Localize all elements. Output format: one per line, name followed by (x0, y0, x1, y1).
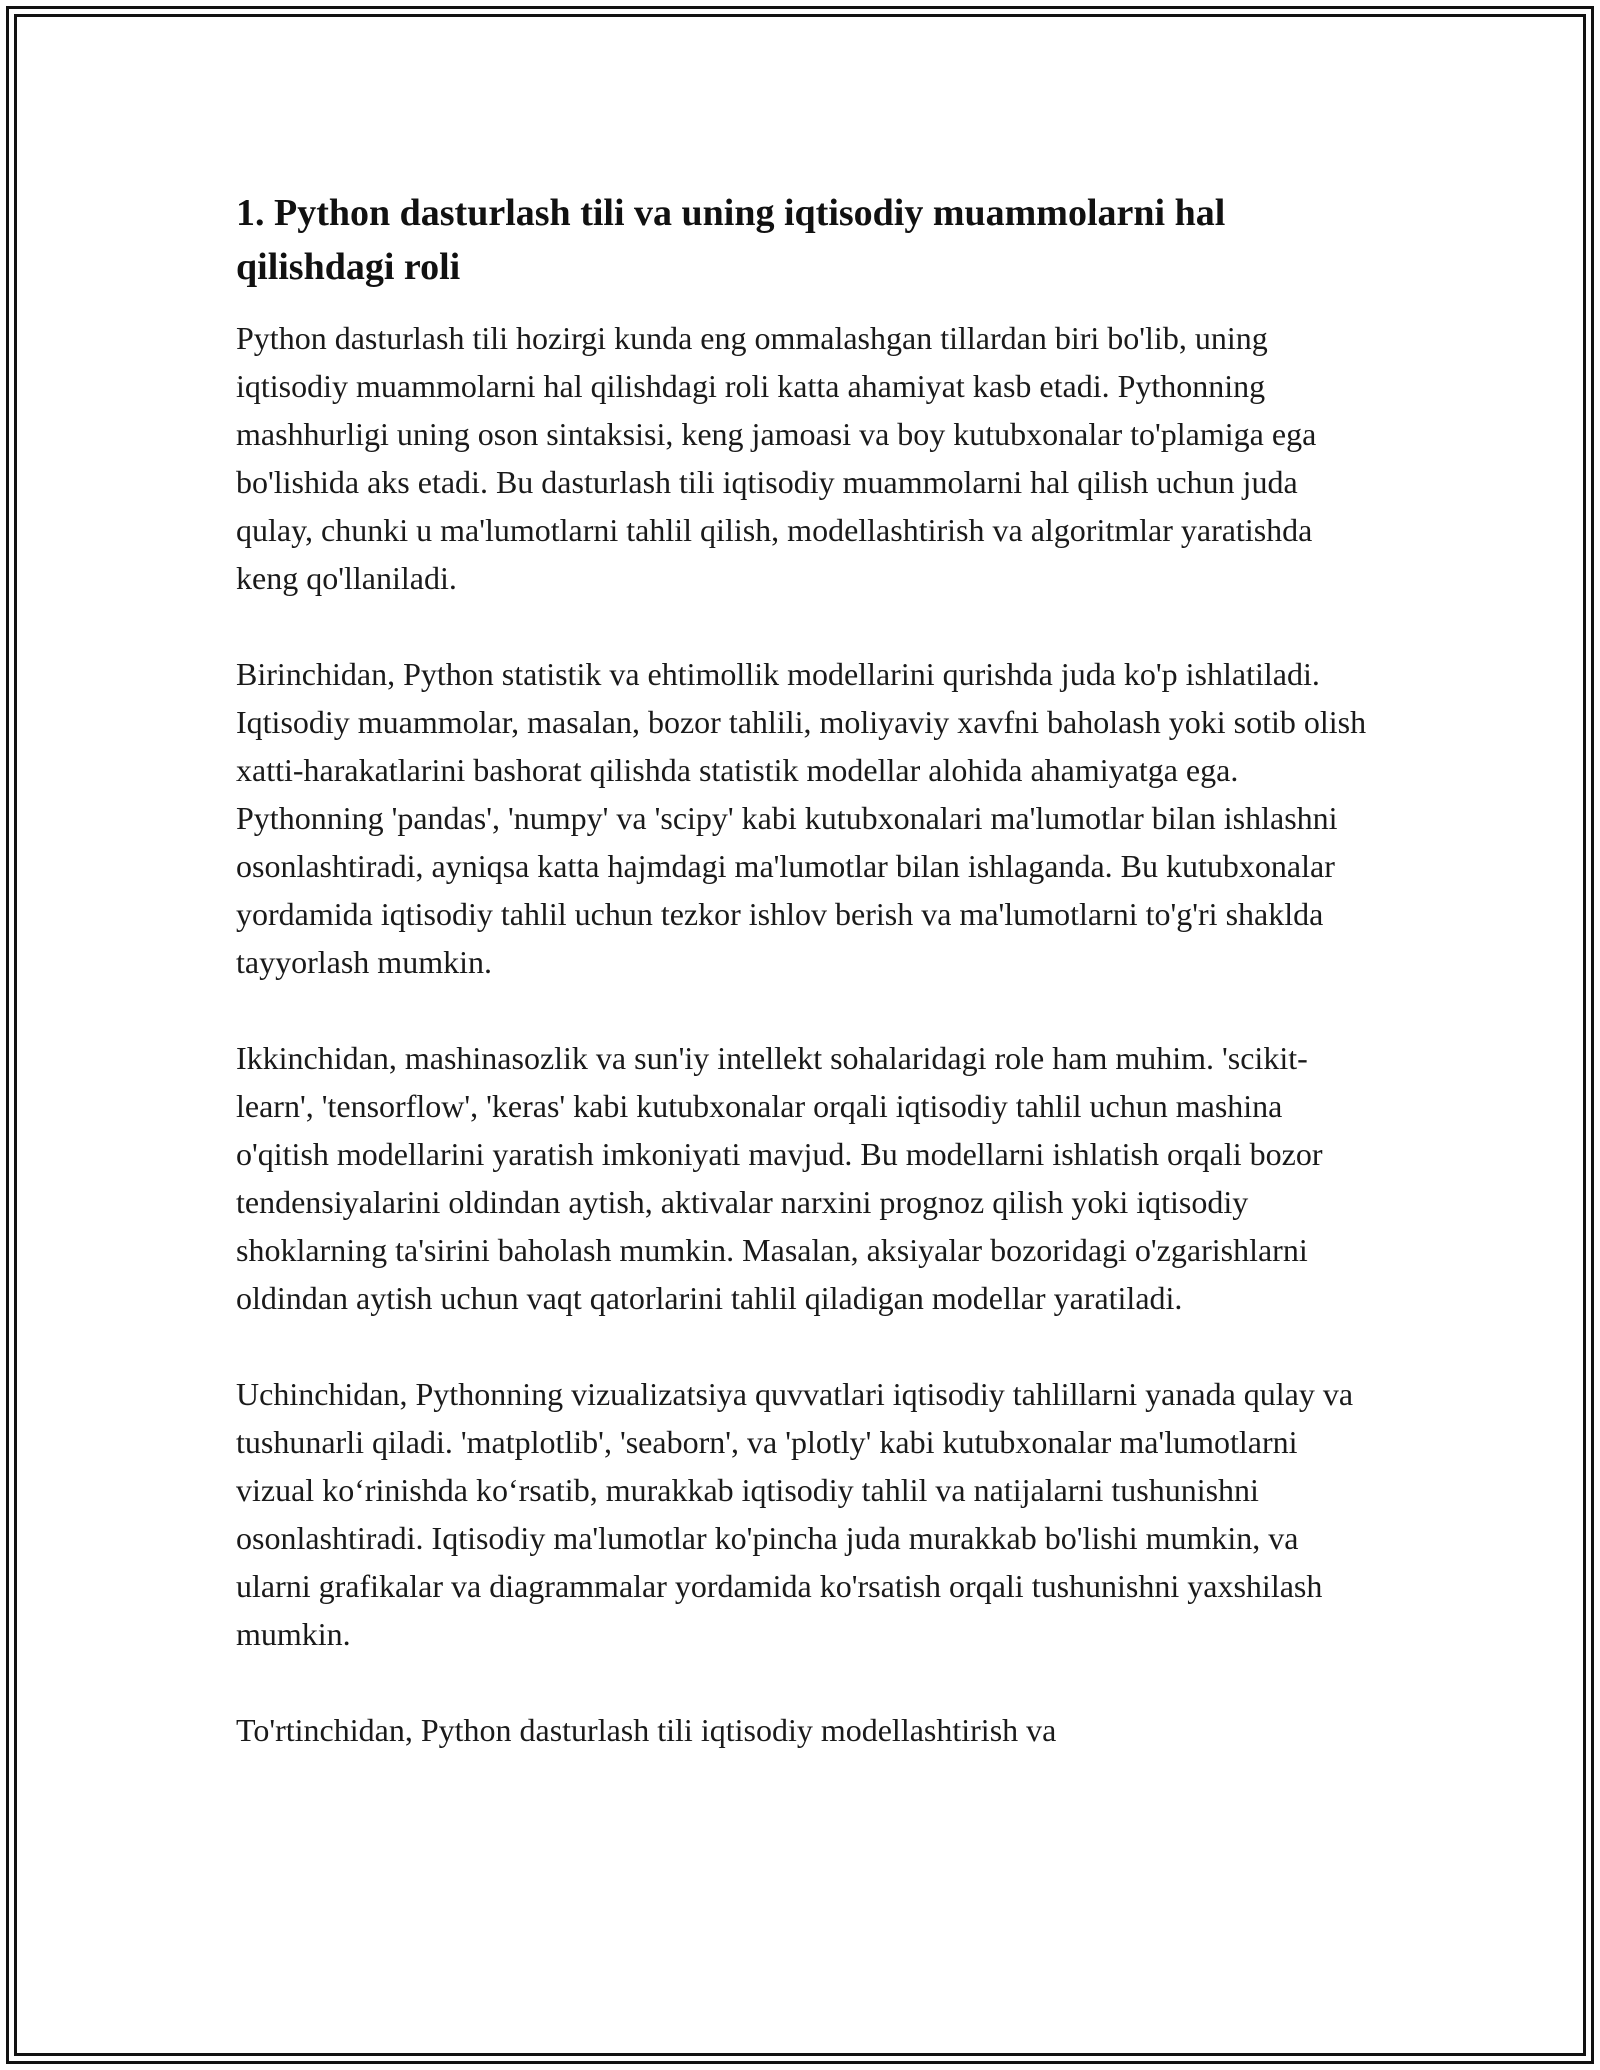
paragraph-fourth: To'rtinchidan, Python dasturlash tili iqtisodiy modellashtirish va (236, 1712, 1057, 1748)
paragraph-third: Uchinchidan, Pythonning vizualizatsiya quvvatlari iqtisodiy tahlillarni yanada qulay va tushunarli qiladi. 'matplotlib', 'seaborn', va 'plotly' kabi kutubxonalar ma'lumotlarni vizual koʻrinishda koʻrsatib, murakkab iqtisodiy tahlil va natijalarni tushunishni osonlashtiradi. Iqtisodiy ma'lumotlar ko'pincha juda murakkab bo'lishi mumkin, va ularni grafikalar va diagrammalar yordamida ko'rsatish orqali tushunishni yaxshilash mumkin. (236, 1376, 1354, 1652)
section-heading: 1. Python dasturlash tili va uning iqtisodiy muammolarni hal qilishdagi roli (236, 192, 1226, 288)
document-page (236, 186, 1376, 1802)
paragraph-second: Ikkinchidan, mashinasozlik va sun'iy intellekt sohalaridagi role ham muhim. 'scikit-learn', 'tensorflow', 'keras' kabi kutubxonalar orqali iqtisodiy tahlil uchun mashina o'qitish modellarini yaratish imkoniyati mavjud. Bu modellarni ishlatish orqali bozor tendensiyalarini oldindan aytish, aktivalar narxini prognoz qilish yoki iqtisodiy shoklarning ta'sirini baholash mumkin. Masalan, aksiyalar bozoridagi o'zgarishlarni oldindan aytish uchun vaqt qatorlarini tahlil qiladigan modellar yaratiladi. (236, 1040, 1323, 1316)
paragraph-intro: Python dasturlash tili hozirgi kunda eng ommalashgan tillardan biri bo'lib, uning iqtisodiy muammolarni hal qilishdagi roli katta ahamiyat kasb etadi. Pythonning mashhurligi uning oson sintaksisi, keng jamoasi va boy kutubxonalar to'plamiga ega bo'lishida aks etadi. Bu dasturlash tili iqtisodiy muammolarni hal qilish uchun juda qulay, chunki u ma'lumotlarni tahlil qilish, modellashtirish va algoritmlar yaratishda keng qo'llaniladi. (236, 320, 1317, 596)
paragraph-first: Birinchidan, Python statistik va ehtimollik modellarini qurishda juda ko'p ishlatiladi. Iqtisodiy muammolar, masalan, bozor tahlili, moliyaviy xavfni baholash yoki sotib olish xatti-harakatlarini bashorat qilishda statistik modellar alohida ahamiyatga ega. Pythonning 'pandas', 'numpy' va 'scipy' kabi kutubxonalari ma'lumotlar bilan ishlashni osonlashtiradi, ayniqsa katta hajmdagi ma'lumotlar bilan ishlaganda. Bu kutubxonalar yordamida iqtisodiy tahlil uchun tezkor ishlov berish va ma'lumotlarni to'g'ri shaklda tayyorlash mumkin. (236, 656, 1367, 980)
